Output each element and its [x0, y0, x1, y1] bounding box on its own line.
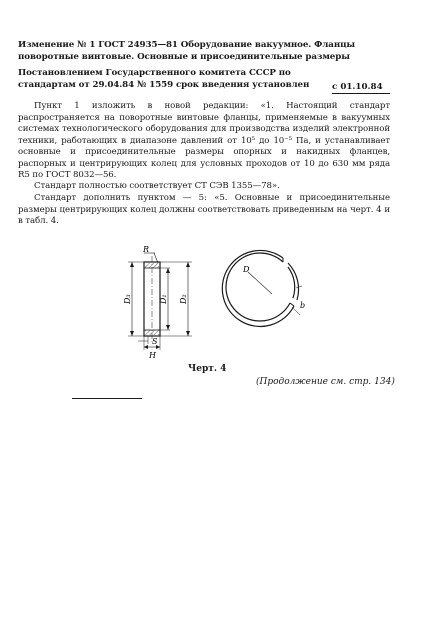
label-d: D: [243, 265, 250, 274]
label-r: R: [143, 245, 150, 254]
paragraph-2: Стандарт полностью соответствует СТ СЭВ 1355—78».: [34, 181, 280, 191]
label-d3: D₃: [123, 294, 132, 304]
paragraph-3: Стандарт дополнить пунктом — 5: «5. Основные и присоединительные размеры центрирующих колец должны соответствовать приведенным на черт. 4 и в табл. 4.: [18, 193, 390, 226]
label-s: S: [152, 337, 158, 346]
date-underline: [332, 93, 390, 94]
diameter-dimensions: [123, 262, 192, 336]
label-d2: D₂: [179, 294, 188, 304]
radius-callout: [142, 245, 158, 263]
continuation-note: (Продолжение см. стр. 134): [256, 377, 395, 387]
decree-text: Постановлением Государственного комитета СССР по стандартам от 29.04.84 № 1559 срок введения установлен: [18, 68, 310, 90]
figure-caption: Черт. 4: [188, 364, 227, 374]
ring-front-view: [222, 250, 305, 326]
label-b: b: [300, 301, 306, 310]
effective-date: с 01.10.84: [332, 82, 383, 92]
footnote-rule: [72, 398, 142, 399]
paragraph-1: Пункт 1 изложить в новой редакции: «1. Настоящий стандарт распространяется на поворотные винтовые фланцы, применяемые в вакуумных системах технологического оборудования для производства изделий электронной техники, работающих в диапазоне давлений от 10⁵ до 10⁻⁵ Па, и устанавливает основные и присоединительные размеры опорных и накидных фланцев, распорных и центрирующих колец для условных проходов от 10 до 630 мм ряда R5 по ГОСТ 8032—56.: [18, 101, 390, 180]
width-dimensions: [138, 336, 160, 360]
centering-ring-drawing: [100, 240, 330, 375]
label-d1: D₁: [159, 294, 168, 304]
amendment-title: Изменение № 1 ГОСТ 24935—81 Оборудование вакуумное. Фланцы поворотные винтовые. Основные и присоединительные размеры: [18, 40, 356, 62]
label-h: H: [149, 351, 156, 360]
ring-section-view: [144, 256, 160, 342]
